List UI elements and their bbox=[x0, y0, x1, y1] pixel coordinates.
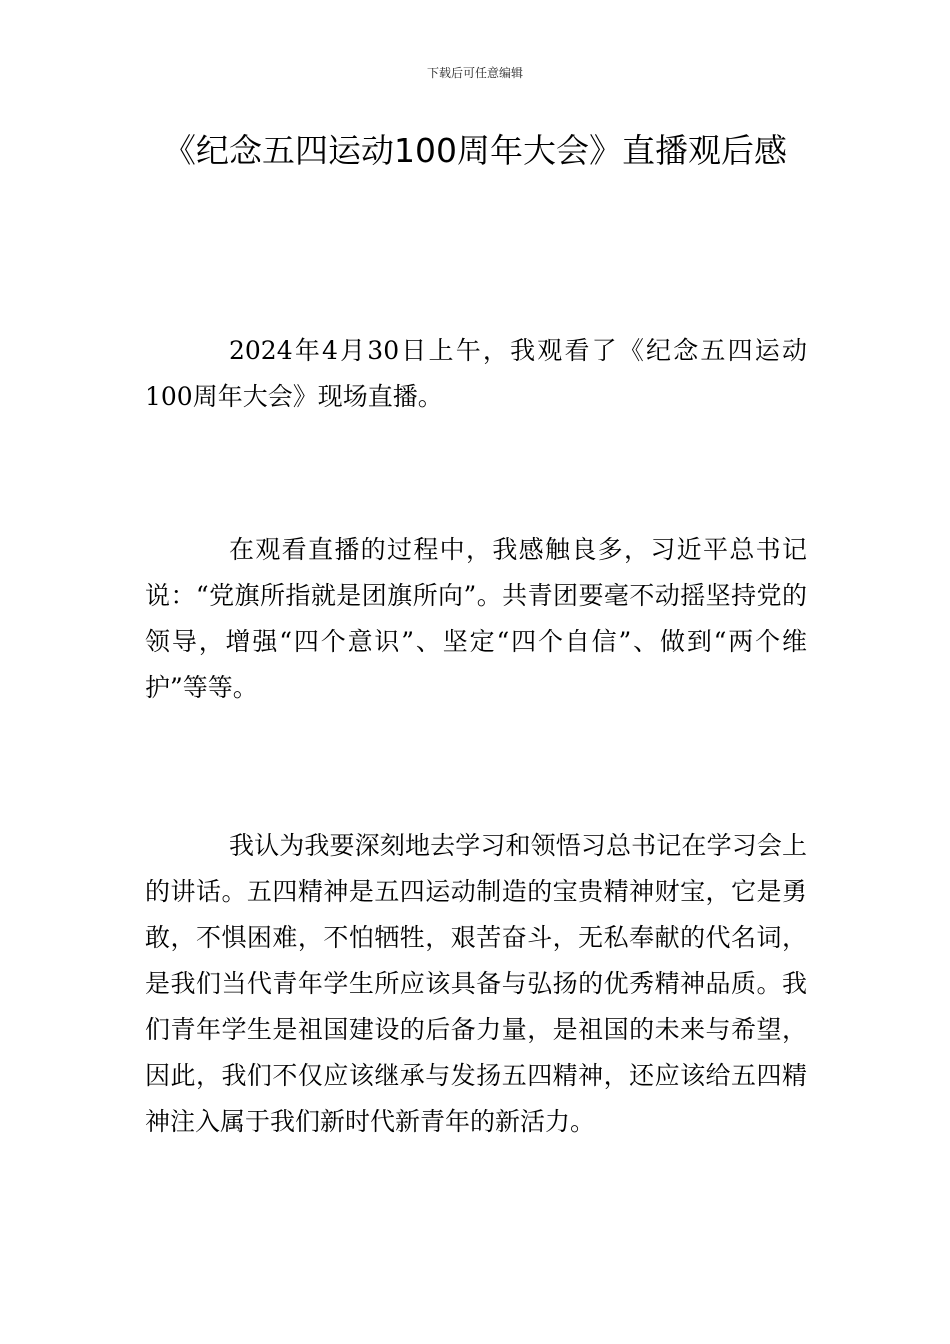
paragraph-3: 我认为我要深刻地去学习和领悟习总书记在学习会上的讲话。五四精神是五四运动制造的宝贵精神财宝，它是勇敢，不惧困难，不怕牺牲，艰苦奋斗，无私奉献的代名词，是我们当代青年学生所应该具备与弘扬的优秀精神品质。我们青年学生是祖国建设的后备力量，是祖国的未来与希望，因此，我们不仅应该继承与发扬五四精神，还应该给五四精神注入属于我们新时代新青年的新活力。 bbox=[145, 831, 807, 1136]
header-note: 下载后可任意编辑 bbox=[426, 66, 523, 80]
paragraph-2: 在观看直播的过程中，我感触良多，习近平总书记说：“党旗所指就是团旗所向”。共青团要毫不动摇坚持党的领导，增强“四个意识”、坚定“四个自信”、做到“两个维护”等等。 bbox=[145, 535, 807, 702]
paragraph-1: 2024年4月30日上午，我观看了《纪念五四运动100周年大会》现场直播。 bbox=[145, 336, 807, 411]
document-title: 《纪念五四运动100周年大会》直播观后感 bbox=[163, 131, 787, 170]
